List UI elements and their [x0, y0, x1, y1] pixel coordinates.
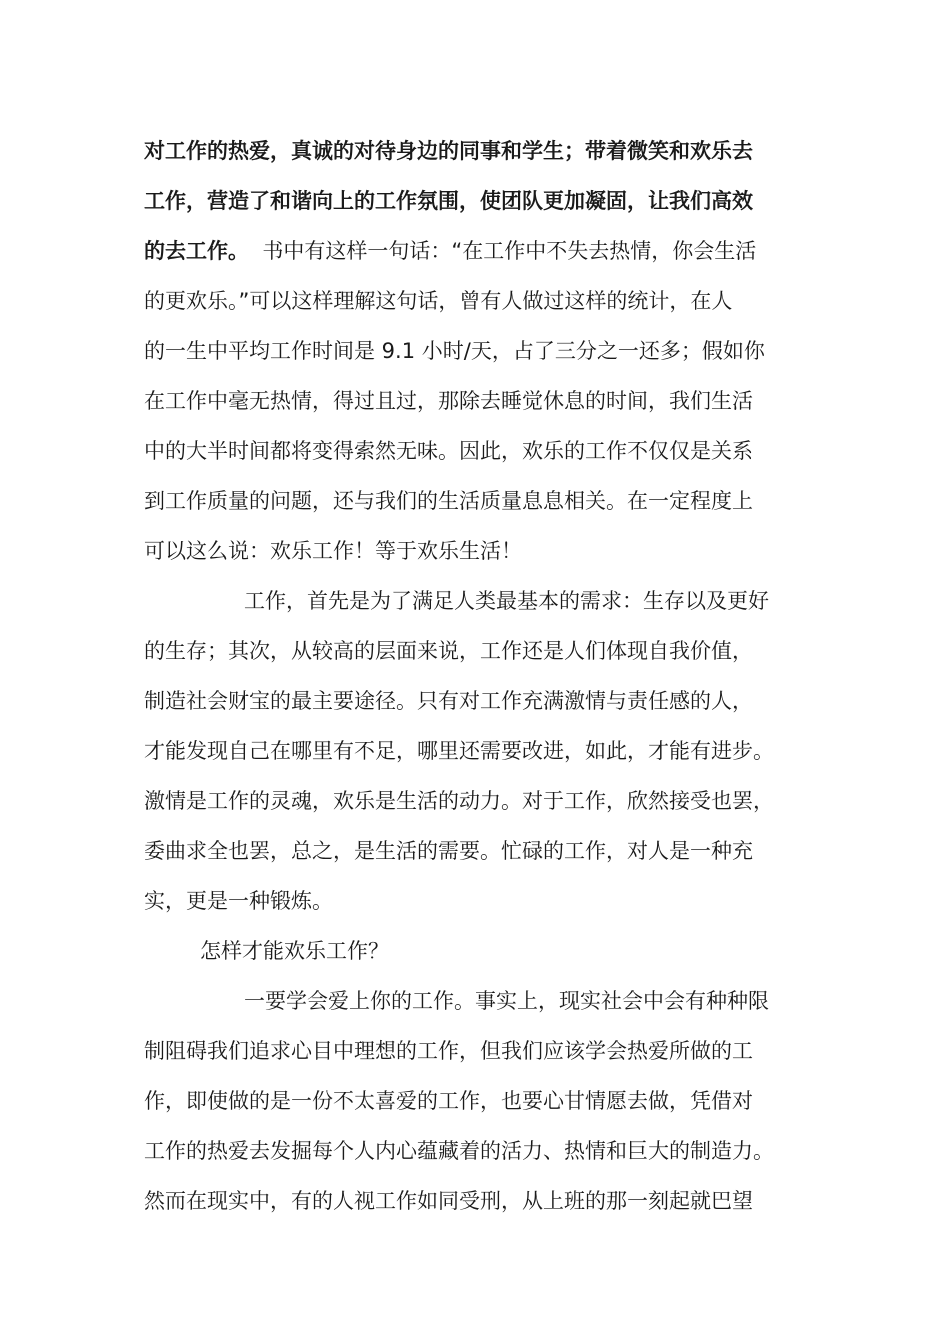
body-text: 制阻碍我们追求心目中理想的工作，但我们应该学会热爱所做的工	[144, 1039, 753, 1063]
body-text: 的生存；其次，从较高的层面来说，工作还是人们体现自我价值，	[144, 639, 753, 663]
section-question	[200, 936, 389, 966]
text-line	[144, 286, 732, 316]
text-line	[244, 986, 769, 1016]
body-text: 的更欢乐。”可以这样理解这句话，曾有人做过这样的统计，在人	[144, 289, 733, 313]
bold-text: 对工作的热爱，真诚的对待身边的同事和学生；带着微笑和欢乐去	[144, 139, 753, 163]
body-text: 委曲求全也罢，总之，是生活的需要。忙碌的工作，对人是一种充	[144, 839, 753, 863]
text-line	[144, 486, 753, 516]
text-line	[144, 1086, 753, 1116]
text-line	[244, 586, 769, 616]
text-line	[144, 336, 765, 366]
text-line	[144, 1186, 753, 1216]
body-text: 可以这么说：欢乐工作！等于欢乐生活！	[144, 539, 522, 563]
text-line	[144, 1136, 774, 1166]
text-line	[144, 836, 753, 866]
text-line	[144, 886, 333, 916]
body-text: 的一生中平均工作时间是 9.1 小时/天，占了三分之一还多；假如你	[144, 339, 765, 363]
body-text: 然而在现实中，有的人视工作如同受刑，从上班的那一刻起就巴望	[144, 1189, 753, 1213]
text-line	[144, 236, 756, 266]
text-line	[144, 136, 753, 166]
body-text: 中的大半时间都将变得索然无味。因此，欢乐的工作不仅仅是关系	[144, 439, 753, 463]
bold-text: 工作，营造了和谐向上的工作氛围，使团队更加凝固，让我们高效	[144, 189, 753, 213]
body-text: 激情是工作的灵魂，欢乐是生活的动力。对于工作，欣然接受也罢，	[144, 789, 774, 813]
text-line	[144, 736, 774, 766]
text-line	[144, 536, 522, 566]
body-text: 在工作中毫无热情，得过且过，那除去睡觉休息的时间，我们生活	[144, 389, 753, 413]
text-line	[144, 386, 753, 416]
text-line	[144, 186, 753, 216]
body-text: 实，更是一种锻炼。	[144, 889, 333, 913]
body-text: 书中有这样一句话：“在工作中不失去热情，你会生活	[249, 239, 757, 263]
body-text: 到工作质量的问题，还与我们的生活质量息息相关。在一定程度上	[144, 489, 753, 513]
body-text: 一要学会爱上你的工作。事实上，现实社会中会有种种限	[244, 989, 769, 1013]
body-text: 怎样才能欢乐工作？	[200, 939, 389, 963]
text-line	[144, 686, 753, 716]
body-text: 作，即使做的是一份不太喜爱的工作，也要心甘情愿去做，凭借对	[144, 1089, 753, 1113]
body-text: 制造社会财宝的最主要途径。只有对工作充满激情与责任感的人，	[144, 689, 753, 713]
bold-text: 的去工作。	[144, 239, 249, 263]
text-line	[144, 1036, 753, 1066]
text-line	[144, 436, 753, 466]
text-line	[144, 636, 753, 666]
text-line	[144, 786, 774, 816]
body-text: 工作，首先是为了满足人类最基本的需求：生存以及更好	[244, 589, 769, 613]
body-text: 才能发现自己在哪里有不足，哪里还需要改进，如此，才能有进步。	[144, 739, 774, 763]
body-text: 工作的热爱去发掘每个人内心蕴藏着的活力、热情和巨大的制造力。	[144, 1139, 774, 1163]
